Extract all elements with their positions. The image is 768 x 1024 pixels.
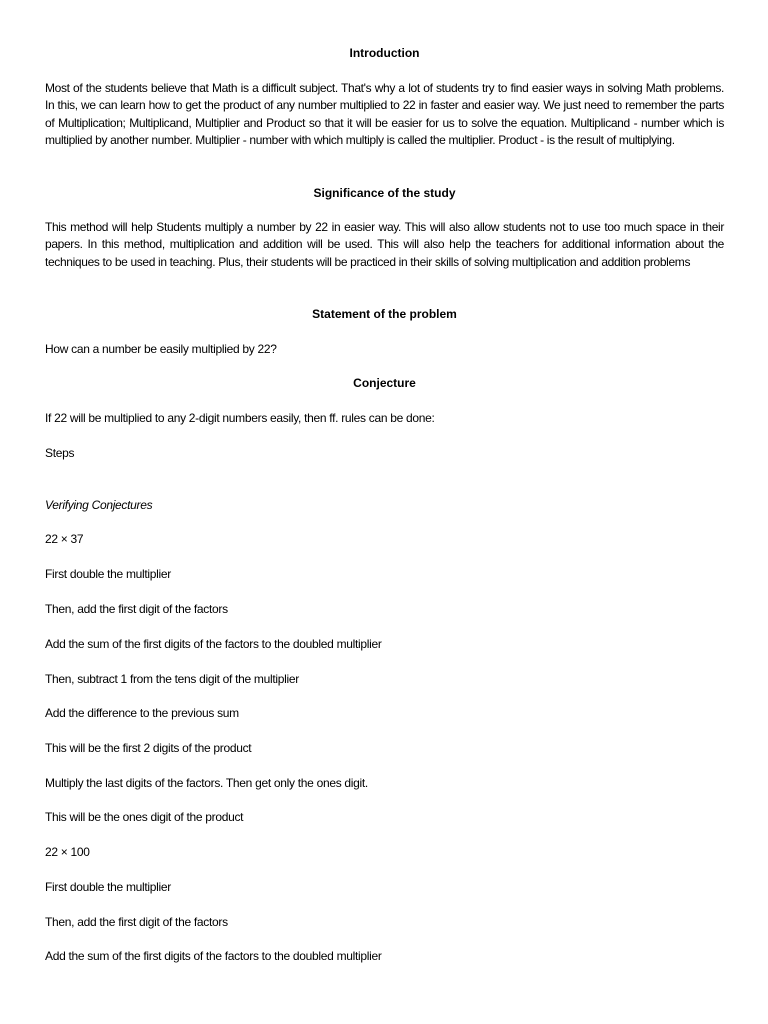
conjecture-heading: Conjecture (353, 376, 416, 390)
introduction-heading: Introduction (349, 46, 420, 60)
example-2-expression: 22 × 100 (45, 845, 90, 859)
example-2-step: Then, add the first digit of the factors (45, 915, 228, 929)
example-1-step: Add the difference to the previous sum (45, 706, 239, 720)
statement-heading: Statement of the problem (312, 307, 457, 321)
document-page (45, 0, 724, 1024)
example-1-step: First double the multiplier (45, 567, 171, 581)
conjecture-text: If 22 will be multiplied to any 2-digit numbers easily, then ff. rules can be done: (45, 411, 435, 425)
example-1-step: Add the sum of the first digits of the factors to the doubled multiplier (45, 637, 382, 651)
example-2-step: First double the multiplier (45, 880, 171, 894)
significance-heading: Significance of the study (313, 186, 456, 200)
example-1-step: This will be the first 2 digits of the product (45, 741, 252, 755)
introduction-paragraph: Most of the students believe that Math is a difficult subject. That's why a lot of students try to find easier ways in solving Math problems. In this, we can learn how to get the product of any number multiplied to 22 in faster and easier way. We just need to remember the parts of Multiplication; Multiplicand, Multiplier and Product so that it will be easier for us to solve the equation. Multiplicand - number which is multiplied by another number. Multiplier - number with which multiply is called the multiplier. Product - is the result of multiplying. (45, 81, 724, 148)
example-1-step: Multiply the last digits of the factors. Then get only the ones digit. (45, 776, 368, 790)
example-1-step: Then, add the first digit of the factors (45, 602, 228, 616)
example-2-step: Add the sum of the first digits of the factors to the doubled multiplier (45, 949, 382, 963)
example-1-step: Then, subtract 1 from the tens digit of the multiplier (45, 672, 299, 686)
steps-label: Steps (45, 446, 75, 460)
example-1-expression: 22 × 37 (45, 532, 84, 546)
statement-text: How can a number be easily multiplied by 22? (45, 342, 277, 356)
significance-paragraph: This method will help Students multiply a number by 22 in easier way. This will also allow students not to use too much space in their papers. In this method, multiplication and addition will be used. This will also help the teachers for additional information about the techniques to be used in teaching. Plus, their students will be practiced in their skills of solving multiplication and addition problems (45, 220, 724, 269)
verifying-conjectures-label: Verifying Conjectures (45, 498, 153, 512)
example-1-step: This will be the ones digit of the product (45, 810, 244, 824)
